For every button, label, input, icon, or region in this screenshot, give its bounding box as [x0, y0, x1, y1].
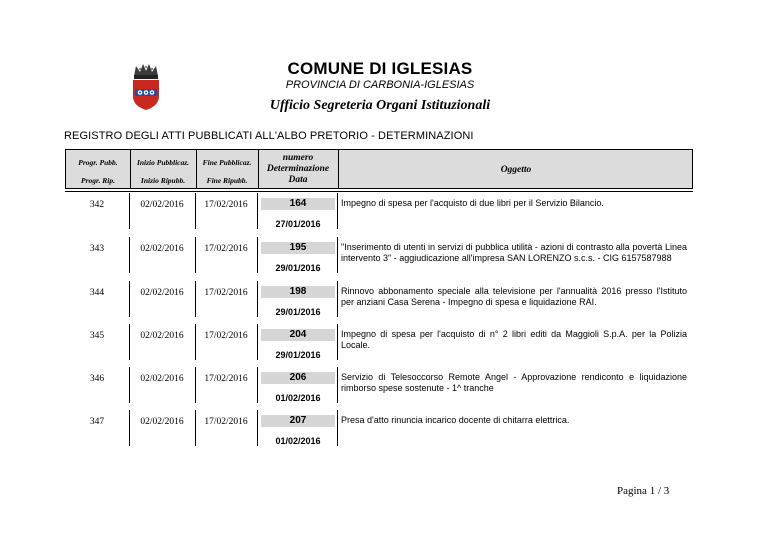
progr-value: 344	[89, 288, 105, 298]
col-numero	[258, 153, 338, 186]
fine-value: 17/02/2016	[204, 200, 248, 210]
determinazione-number: 204	[261, 329, 335, 341]
determinazione-number: 198	[261, 286, 335, 298]
col-numero-line1: numero	[282, 153, 314, 163]
progr-value: 343	[89, 244, 105, 254]
coat-of-arms-icon	[126, 62, 166, 112]
progr-value: 345	[89, 331, 105, 341]
table-row	[65, 193, 693, 237]
progr-value: 347	[89, 417, 105, 427]
col-oggetto: Oggetto	[500, 165, 532, 175]
fine-value: 17/02/2016	[204, 331, 248, 341]
progr-value: 342	[89, 200, 105, 210]
table-row	[65, 324, 693, 368]
oggetto-text: "Inserimento di utenti in servizi di pubblica utilità - azioni di contrasto alla povertà Linea intervento 3" - aggiudicazione all'impresa SAN LORENZO s.c.s. - CIG 6157587988	[341, 242, 687, 263]
col-progr-rip: Progr. Rip.	[81, 176, 115, 185]
determinazione-number: 195	[261, 242, 335, 254]
determinazione-date: 27/01/2016	[275, 219, 321, 229]
fine-value: 17/02/2016	[204, 417, 248, 427]
determinazione-date: 01/02/2016	[275, 393, 321, 403]
oggetto-text: Impegno di spesa per l'acquisto di n° 2 libri editi da Maggioli S.p.A. per la Polizia Locale.	[341, 329, 687, 350]
table-row	[65, 410, 693, 454]
table-row	[65, 237, 693, 281]
province-name: PROVINCIA DI CARBONIA-IGLESIAS	[285, 79, 475, 91]
col-numero-line2: Determinazione	[266, 164, 330, 174]
col-inizio-pubb: Inizio Pubblicaz.	[136, 158, 190, 167]
fine-value: 17/02/2016	[204, 244, 248, 254]
col-numero-line3: Data	[288, 175, 308, 185]
table-row	[65, 367, 693, 411]
inizio-value: 02/02/2016	[140, 244, 184, 254]
col-progr-pubb: Progr. Pubb.	[78, 158, 118, 167]
register-title: REGISTRO DEGLI ATTI PUBBLICATI ALL'ALBO PRETORIO - DETERMINAZIONI	[64, 130, 474, 142]
determinazione-date: 29/01/2016	[275, 263, 321, 273]
determinazione-number: 164	[261, 198, 335, 210]
office-name: Ufficio Segreteria Organi Istituzionali	[269, 98, 491, 113]
oggetto-text: Rinnovo abbonamento speciale alla televisione per l'annualità 2016 presso l'Istituto per anziani Casa Serena - Impegno di spesa e liquidazione RAI.	[341, 286, 687, 307]
inizio-value: 02/02/2016	[140, 417, 184, 427]
determinazione-number: 207	[261, 415, 335, 427]
fine-value: 17/02/2016	[204, 374, 248, 384]
header-divider	[65, 191, 693, 192]
oggetto-text: Servizio di Telesoccorso Remote Angel - Approvazione rendiconto e liquidazione rimborso spese sostenute - 1^ tranche	[341, 372, 687, 393]
determinazione-date: 29/01/2016	[275, 307, 321, 317]
determinazione-date: 29/01/2016	[275, 350, 321, 360]
col-inizio-rip: Inizio Ripubb.	[140, 176, 186, 185]
oggetto-text: Presa d'atto rinuncia incarico docente di chitarra elettrica.	[341, 415, 570, 425]
page-number: Pagina 1 / 3	[617, 485, 670, 497]
determinazione-number: 206	[261, 372, 335, 384]
col-fine-rip: Fine Ripubb.	[206, 176, 248, 185]
table-row	[65, 281, 693, 325]
organization-name: COMUNE DI IGLESIAS	[287, 59, 473, 78]
fine-value: 17/02/2016	[204, 288, 248, 298]
determinazione-date: 01/02/2016	[275, 436, 321, 446]
inizio-value: 02/02/2016	[140, 331, 184, 341]
inizio-value: 02/02/2016	[140, 200, 184, 210]
inizio-value: 02/02/2016	[140, 374, 184, 384]
table-header	[65, 149, 693, 189]
oggetto-text: Impegno di spesa per l'acquisto di due libri per il Servizio Bilancio.	[341, 198, 604, 208]
inizio-value: 02/02/2016	[140, 288, 184, 298]
progr-value: 346	[89, 374, 105, 384]
col-fine-pubb: Fine Pubblicaz.	[202, 158, 252, 167]
